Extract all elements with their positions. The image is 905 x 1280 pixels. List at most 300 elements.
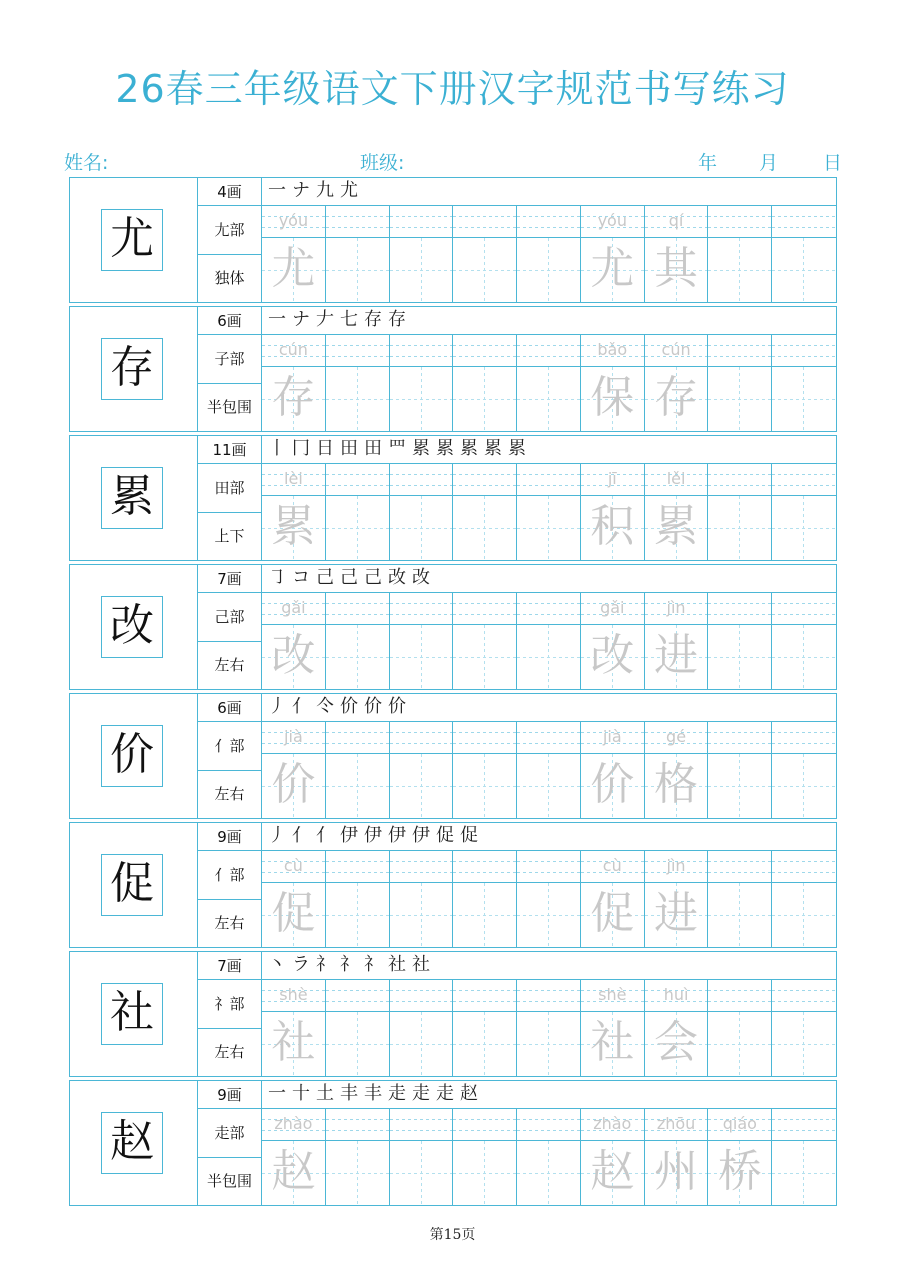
pinyin-lines <box>645 206 708 238</box>
practice-cell[interactable] <box>453 593 517 689</box>
practice-grid <box>262 1109 836 1205</box>
tian-grid-box <box>645 1141 708 1205</box>
pinyin-text: jià <box>602 727 622 746</box>
tian-grid-box <box>390 625 453 689</box>
pinyin-text: huì <box>663 985 689 1004</box>
practice-cell[interactable] <box>772 1109 836 1205</box>
practice-cell[interactable] <box>453 1109 517 1205</box>
pinyin-lines <box>390 722 453 754</box>
stroke-step: 己 <box>364 567 382 588</box>
pinyin-lines <box>517 593 580 625</box>
stroke-step: 己 <box>340 567 358 588</box>
practice-cell[interactable] <box>581 851 645 947</box>
structure-label: 上下 <box>198 513 262 560</box>
tian-grid-box <box>517 1012 580 1076</box>
char-display-cell <box>70 436 198 560</box>
trace-character: 进 <box>654 888 699 939</box>
practice-cell[interactable] <box>390 335 454 431</box>
stroke-order-row <box>262 823 836 851</box>
radical-label: 走部 <box>198 1109 262 1158</box>
pinyin-lines <box>517 335 580 367</box>
pinyin-text: yóu <box>278 211 309 230</box>
stroke-step: 亻 <box>292 696 310 717</box>
stroke-step: 价 <box>340 696 358 717</box>
practice-cell[interactable] <box>517 464 581 560</box>
tian-grid-box <box>772 238 836 302</box>
tian-grid-box <box>708 1141 771 1205</box>
tian-grid-box <box>581 883 644 947</box>
practice-cell[interactable] <box>772 593 836 689</box>
practice-cell[interactable] <box>772 206 836 302</box>
structure-label: 半包围 <box>198 1158 262 1205</box>
char-block <box>69 564 837 690</box>
stroke-step: ナ <box>292 309 310 330</box>
pinyin-text: shè <box>279 985 308 1004</box>
practice-cell[interactable] <box>326 593 390 689</box>
stroke-count-label: 11画 <box>198 436 262 464</box>
pinyin-lines <box>581 1109 644 1141</box>
pinyin-lines <box>390 335 453 367</box>
practice-cell[interactable] <box>453 980 517 1076</box>
stroke-step: 一 <box>268 180 286 201</box>
pinyin-lines <box>708 593 771 625</box>
pinyin-text: cún <box>661 340 691 359</box>
pinyin-lines <box>326 593 389 625</box>
stroke-count-label: 9画 <box>198 1081 262 1109</box>
stroke-step: 赵 <box>460 1083 478 1104</box>
tian-grid-box <box>645 238 708 302</box>
tian-grid-box <box>708 496 771 560</box>
practice-cell[interactable] <box>262 593 326 689</box>
structure-label: 半包围 <box>198 384 262 431</box>
stroke-step: 伊 <box>340 825 358 846</box>
practice-cell[interactable] <box>390 851 454 947</box>
stroke-count-label: 9画 <box>198 823 262 851</box>
tian-grid-box <box>453 625 516 689</box>
model-character: 存 <box>101 338 163 400</box>
stroke-step: 𠂇 <box>316 309 334 330</box>
stroke-step: コ <box>292 567 310 588</box>
pinyin-lines <box>262 980 325 1012</box>
pinyin-lines <box>581 464 644 496</box>
pinyin-text: yóu <box>597 211 627 230</box>
practice-cell[interactable] <box>390 722 454 818</box>
practice-cell[interactable] <box>453 851 517 947</box>
trace-character: 保 <box>590 372 635 423</box>
model-character: 社 <box>101 983 163 1045</box>
trace-character: 改 <box>590 630 635 681</box>
practice-cell[interactable] <box>581 464 645 560</box>
tian-grid-box <box>772 754 836 818</box>
tian-grid-box <box>772 496 836 560</box>
stroke-step: 累 <box>412 438 430 459</box>
pinyin-text: cún <box>278 340 308 359</box>
practice-cell[interactable] <box>517 851 581 947</box>
practice-cell[interactable] <box>645 851 709 947</box>
structure-label: 独体 <box>198 255 262 302</box>
tian-grid-box <box>453 1012 516 1076</box>
stroke-step: 日 <box>316 438 334 459</box>
practice-cell[interactable] <box>772 464 836 560</box>
pinyin-text: cù <box>602 856 622 875</box>
practice-cell[interactable] <box>581 593 645 689</box>
practice-cell[interactable] <box>772 335 836 431</box>
tian-grid-box <box>517 367 580 431</box>
practice-cell[interactable] <box>645 1109 709 1205</box>
practice-cell[interactable] <box>772 980 836 1076</box>
practice-cell[interactable] <box>708 593 772 689</box>
tian-grid-box <box>708 367 771 431</box>
pinyin-lines <box>262 464 325 496</box>
tian-grid-box <box>645 496 708 560</box>
stroke-step: 社 <box>412 954 430 975</box>
practice-cell[interactable] <box>708 335 772 431</box>
stroke-step: 礻 <box>316 954 334 975</box>
practice-cell[interactable] <box>326 206 390 302</box>
tian-grid-box <box>645 625 708 689</box>
practice-cell[interactable] <box>708 1109 772 1205</box>
practice-cell[interactable] <box>453 464 517 560</box>
trace-character: 存 <box>271 372 316 423</box>
tian-grid-box <box>262 625 325 689</box>
stroke-step: 田 <box>364 438 382 459</box>
tian-grid-box <box>453 1141 516 1205</box>
pinyin-lines <box>645 980 708 1012</box>
practice-cell[interactable] <box>581 722 645 818</box>
char-block <box>69 822 837 948</box>
practice-cell[interactable] <box>517 722 581 818</box>
pinyin-text: bǎo <box>597 340 628 359</box>
stroke-step: 存 <box>364 309 382 330</box>
stroke-step: 走 <box>388 1083 406 1104</box>
pinyin-lines <box>645 851 708 883</box>
stroke-step: ㇆ <box>268 567 286 588</box>
pinyin-lines <box>581 851 644 883</box>
pinyin-text: jī <box>607 469 617 488</box>
practice-cell[interactable] <box>390 1109 454 1205</box>
tian-grid-box <box>390 238 453 302</box>
tian-grid-box <box>390 496 453 560</box>
practice-grid <box>262 206 836 302</box>
practice-cell[interactable] <box>517 1109 581 1205</box>
trace-character: 尤 <box>271 243 316 294</box>
stroke-step: 一 <box>268 309 286 330</box>
model-character: 促 <box>101 854 163 916</box>
char-block <box>69 951 837 1077</box>
tian-grid-box <box>772 367 836 431</box>
stroke-step: 丰 <box>364 1083 382 1104</box>
practice-cell[interactable] <box>645 980 709 1076</box>
pinyin-lines <box>453 980 516 1012</box>
tian-grid-box <box>708 883 771 947</box>
day-label: 日 <box>823 152 843 174</box>
practice-cell[interactable] <box>262 851 326 947</box>
practice-cell[interactable] <box>645 206 709 302</box>
stroke-step: 价 <box>364 696 382 717</box>
stroke-order-row <box>262 307 836 335</box>
practice-grid <box>262 851 836 947</box>
stroke-count-label: 6画 <box>198 307 262 335</box>
tian-grid-box <box>326 1012 389 1076</box>
trace-character: 格 <box>654 759 699 810</box>
month-label: 月 <box>759 152 779 174</box>
practice-cell[interactable] <box>390 464 454 560</box>
practice-cell[interactable] <box>772 851 836 947</box>
tian-grid-box <box>453 754 516 818</box>
practice-cell[interactable] <box>326 722 390 818</box>
trace-character: 桥 <box>717 1146 762 1197</box>
stroke-step: 亻 <box>316 825 334 846</box>
practice-cell[interactable] <box>453 335 517 431</box>
practice-cell[interactable] <box>517 593 581 689</box>
char-display-cell <box>70 694 198 818</box>
pinyin-lines <box>708 722 771 754</box>
pinyin-text: jìn <box>666 598 686 617</box>
pinyin-text: zhōu <box>656 1114 696 1133</box>
radical-label: 尢部 <box>198 206 262 255</box>
tian-grid-box <box>772 1012 836 1076</box>
char-display-cell <box>70 1081 198 1205</box>
practice-cell[interactable] <box>708 722 772 818</box>
pinyin-text: zhào <box>593 1114 632 1133</box>
stroke-step: 尤 <box>340 180 358 201</box>
stroke-step: 累 <box>508 438 526 459</box>
tian-grid-box <box>326 754 389 818</box>
stroke-step: 七 <box>340 309 358 330</box>
tian-grid-box <box>517 883 580 947</box>
pinyin-lines <box>453 206 516 238</box>
pinyin-lines <box>326 335 389 367</box>
stroke-step: 伊 <box>412 825 430 846</box>
stroke-step: 礻 <box>364 954 382 975</box>
radical-label: 亻部 <box>198 851 262 900</box>
tian-grid-box <box>772 883 836 947</box>
stroke-count-label: 4画 <box>198 178 262 206</box>
practice-cell[interactable] <box>326 980 390 1076</box>
trace-character: 赵 <box>271 1146 316 1197</box>
practice-cell[interactable] <box>581 980 645 1076</box>
pinyin-lines <box>772 980 836 1012</box>
practice-grid <box>262 335 836 431</box>
pinyin-text: qí <box>668 211 684 230</box>
tian-grid-box <box>645 754 708 818</box>
trace-character: 促 <box>271 888 316 939</box>
pinyin-lines <box>390 464 453 496</box>
practice-grid <box>262 464 836 560</box>
practice-cell[interactable] <box>581 335 645 431</box>
tian-grid-box <box>581 367 644 431</box>
practice-cell[interactable] <box>517 335 581 431</box>
structure-label: 左右 <box>198 1029 262 1076</box>
pinyin-lines <box>326 722 389 754</box>
char-display-cell <box>70 565 198 689</box>
stroke-order-row <box>262 178 836 206</box>
practice-cell[interactable] <box>453 206 517 302</box>
stroke-step: 一 <box>268 1083 286 1104</box>
stroke-step: 九 <box>316 180 334 201</box>
pinyin-text: gé <box>666 727 687 746</box>
tian-grid-box <box>581 238 644 302</box>
stroke-step: 走 <box>412 1083 430 1104</box>
tian-grid-box <box>326 883 389 947</box>
practice-cell[interactable] <box>645 464 709 560</box>
tian-grid-box <box>453 367 516 431</box>
tian-grid-box <box>708 238 771 302</box>
pinyin-lines <box>772 593 836 625</box>
stroke-step: 存 <box>388 309 406 330</box>
pinyin-lines <box>772 1109 836 1141</box>
pinyin-lines <box>581 593 644 625</box>
practice-cell[interactable] <box>390 980 454 1076</box>
stroke-step: 伊 <box>364 825 382 846</box>
pinyin-lines <box>645 335 708 367</box>
practice-cell[interactable] <box>708 980 772 1076</box>
pinyin-lines <box>581 722 644 754</box>
tian-grid-box <box>645 1012 708 1076</box>
stroke-step: 仒 <box>316 696 334 717</box>
stroke-step: 走 <box>436 1083 454 1104</box>
practice-cell[interactable] <box>708 851 772 947</box>
stroke-step: 己 <box>316 567 334 588</box>
tian-grid-box <box>581 625 644 689</box>
practice-cell[interactable] <box>326 464 390 560</box>
tian-grid-box <box>581 496 644 560</box>
tian-grid-box <box>262 367 325 431</box>
practice-cell[interactable] <box>708 206 772 302</box>
tian-grid-box <box>708 754 771 818</box>
pinyin-lines <box>262 1109 325 1141</box>
tian-grid-box <box>390 1012 453 1076</box>
radical-label: 礻部 <box>198 980 262 1029</box>
trace-character: 尤 <box>590 243 635 294</box>
pinyin-lines <box>326 980 389 1012</box>
model-character: 赵 <box>101 1112 163 1174</box>
tian-grid-box <box>390 367 453 431</box>
pinyin-lines <box>262 593 325 625</box>
stroke-step: ナ <box>292 180 310 201</box>
pinyin-lines <box>453 851 516 883</box>
pinyin-text: jìn <box>666 856 686 875</box>
stroke-step: 礻 <box>340 954 358 975</box>
stroke-step: 亻 <box>292 825 310 846</box>
practice-cell[interactable] <box>262 206 326 302</box>
practice-cell[interactable] <box>645 593 709 689</box>
pinyin-lines <box>390 980 453 1012</box>
pinyin-lines <box>453 593 516 625</box>
pinyin-lines <box>517 1109 580 1141</box>
char-display-cell <box>70 178 198 302</box>
tian-grid-box <box>645 367 708 431</box>
practice-cell[interactable] <box>517 980 581 1076</box>
tian-grid-box <box>390 883 453 947</box>
pinyin-lines <box>517 464 580 496</box>
stroke-step: 累 <box>436 438 454 459</box>
pinyin-lines <box>326 206 389 238</box>
pinyin-lines <box>708 335 771 367</box>
trace-character: 存 <box>654 372 699 423</box>
pinyin-lines <box>645 593 708 625</box>
stroke-step: 累 <box>460 438 478 459</box>
pinyin-lines <box>326 1109 389 1141</box>
trace-character: 价 <box>271 759 316 810</box>
stroke-step: 田 <box>340 438 358 459</box>
tian-grid-box <box>326 238 389 302</box>
pinyin-text: zhào <box>274 1114 313 1133</box>
practice-cell[interactable] <box>262 980 326 1076</box>
practice-cell[interactable] <box>581 1109 645 1205</box>
practice-cell[interactable] <box>326 851 390 947</box>
stroke-step: 丶 <box>268 954 286 975</box>
trace-character: 价 <box>590 759 635 810</box>
model-character: 改 <box>101 596 163 658</box>
pinyin-lines <box>390 593 453 625</box>
practice-cell[interactable] <box>326 1109 390 1205</box>
stroke-step: 土 <box>316 1083 334 1104</box>
char-block <box>69 306 837 432</box>
practice-cell[interactable] <box>262 335 326 431</box>
tian-grid-box <box>326 1141 389 1205</box>
char-block <box>69 693 837 819</box>
tian-grid-box <box>581 1141 644 1205</box>
tian-grid-box <box>262 883 325 947</box>
pinyin-lines <box>326 464 389 496</box>
tian-grid-box <box>453 238 516 302</box>
trace-character: 社 <box>271 1017 316 1068</box>
practice-cell[interactable] <box>708 464 772 560</box>
practice-cell[interactable] <box>262 722 326 818</box>
structure-label: 左右 <box>198 642 262 689</box>
trace-character: 累 <box>271 501 316 552</box>
trace-character: 改 <box>271 630 316 681</box>
practice-cell[interactable] <box>453 722 517 818</box>
practice-grid <box>262 980 836 1076</box>
radical-label: 亻部 <box>198 722 262 771</box>
pinyin-lines <box>772 851 836 883</box>
practice-cell[interactable] <box>645 335 709 431</box>
stroke-step: 十 <box>292 1083 310 1104</box>
stroke-step: 社 <box>388 954 406 975</box>
char-display-cell <box>70 307 198 431</box>
stroke-order-row <box>262 436 836 464</box>
practice-cell[interactable] <box>262 464 326 560</box>
tian-grid-box <box>517 238 580 302</box>
char-block <box>69 177 837 303</box>
practice-cell[interactable] <box>390 593 454 689</box>
pinyin-lines <box>262 851 325 883</box>
pinyin-lines <box>390 1109 453 1141</box>
stroke-step: 冂 <box>292 438 310 459</box>
stroke-count-label: 7画 <box>198 952 262 980</box>
tian-grid-box <box>326 625 389 689</box>
stroke-step: 罒 <box>388 438 406 459</box>
practice-cell[interactable] <box>581 206 645 302</box>
tian-grid-box <box>453 496 516 560</box>
stroke-order-row <box>262 1081 836 1109</box>
practice-cell[interactable] <box>645 722 709 818</box>
practice-cell[interactable] <box>262 1109 326 1205</box>
practice-cell[interactable] <box>326 335 390 431</box>
tian-grid-box <box>453 883 516 947</box>
name-label: 姓名: <box>64 152 109 174</box>
pinyin-lines <box>262 206 325 238</box>
pinyin-lines <box>581 206 644 238</box>
practice-cell[interactable] <box>772 722 836 818</box>
practice-cell[interactable] <box>390 206 454 302</box>
pinyin-lines <box>708 1109 771 1141</box>
stroke-step: 累 <box>484 438 502 459</box>
trace-character: 赵 <box>590 1146 635 1197</box>
practice-cell[interactable] <box>517 206 581 302</box>
